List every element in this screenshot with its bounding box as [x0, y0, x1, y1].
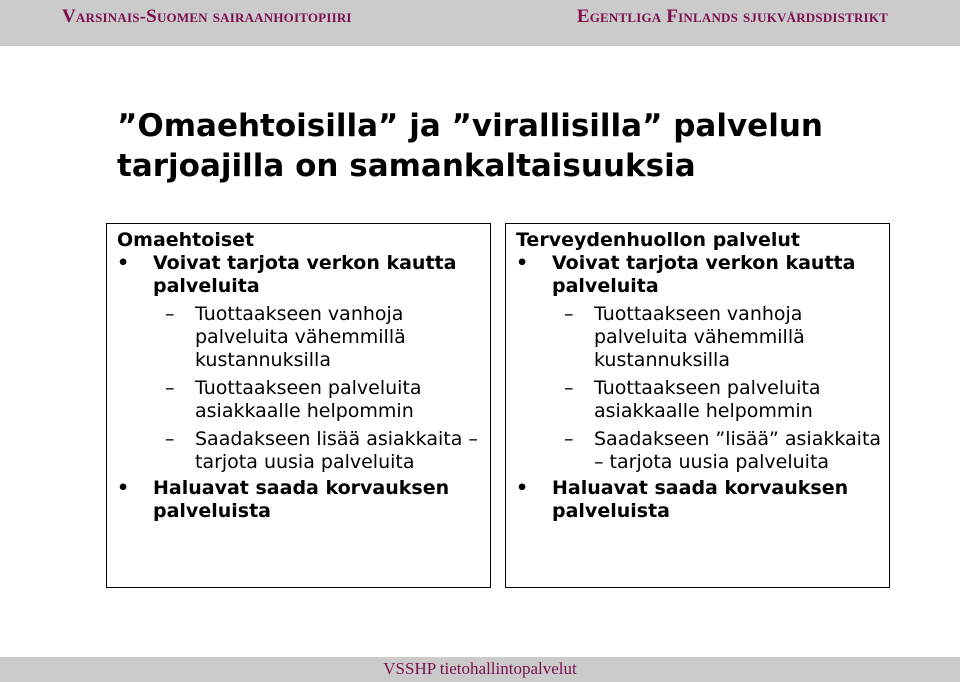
left-box-heading: Omaehtoiset	[117, 229, 255, 251]
left-sub-text: Tuottaakseen vanhoja palveluita vähemmillä kustannuksilla	[195, 303, 406, 371]
slide-title-line1: ”Omaehtoisilla” ja ”virallisilla” palvelun	[117, 108, 823, 144]
bullet-marker: •	[117, 252, 130, 274]
left-sub-item	[117, 303, 484, 372]
right-comparison-box	[505, 223, 890, 588]
left-comparison-box	[106, 223, 491, 588]
bullet-marker: •	[117, 477, 130, 499]
left-sub-item	[117, 428, 484, 474]
dash-marker: –	[165, 303, 175, 325]
header-left-organization: Varsinais-Suomen sairaanhoitopiiri	[62, 6, 352, 27]
left-bullet-item	[117, 252, 484, 298]
left-sub-text: Tuottaakseen palveluita asiakkaalle helpommin	[195, 377, 422, 422]
left-bullet-item	[117, 477, 484, 523]
right-sub-text: Tuottaakseen palveluita asiakkaalle helpommin	[594, 377, 821, 422]
left-sub-text: Saadakseen lisää asiakkaita – tarjota uusia palveluita	[195, 428, 478, 473]
bullet-marker: •	[516, 252, 529, 274]
right-sub-item	[516, 303, 883, 372]
dash-marker: –	[564, 377, 574, 399]
bullet-marker: •	[516, 477, 529, 499]
left-sub-item	[117, 377, 484, 423]
slide-title	[117, 106, 917, 186]
right-box-heading: Terveydenhuollon palvelut	[516, 229, 801, 251]
footer-text: VSSHP tietohallintopalvelut	[383, 659, 577, 678]
right-sub-item	[516, 428, 883, 474]
left-bullet-text: Voivat tarjota verkon kautta palveluita	[153, 252, 457, 297]
header-right-organization: Egentliga Finlands sjukvårdsdistrikt	[576, 6, 888, 27]
slide-title-line2: tarjoajilla on samankaltaisuuksia	[117, 148, 696, 184]
right-sub-item	[516, 377, 883, 423]
right-sub-text: Saadakseen ”lisää” asiakkaita – tarjota uusia palveluita	[594, 428, 882, 473]
dash-marker: –	[165, 428, 175, 450]
right-bullet-item	[516, 252, 883, 298]
dash-marker: –	[564, 303, 574, 325]
dash-marker: –	[165, 377, 175, 399]
left-bullet-text: Haluavat saada korvauksen palveluista	[153, 477, 450, 522]
right-bullet-item	[516, 477, 883, 523]
right-bullet-text: Haluavat saada korvauksen palveluista	[552, 477, 849, 522]
right-sub-text: Tuottaakseen vanhoja palveluita vähemmillä kustannuksilla	[594, 303, 805, 371]
right-bullet-text: Voivat tarjota verkon kautta palveluita	[552, 252, 856, 297]
dash-marker: –	[564, 428, 574, 450]
